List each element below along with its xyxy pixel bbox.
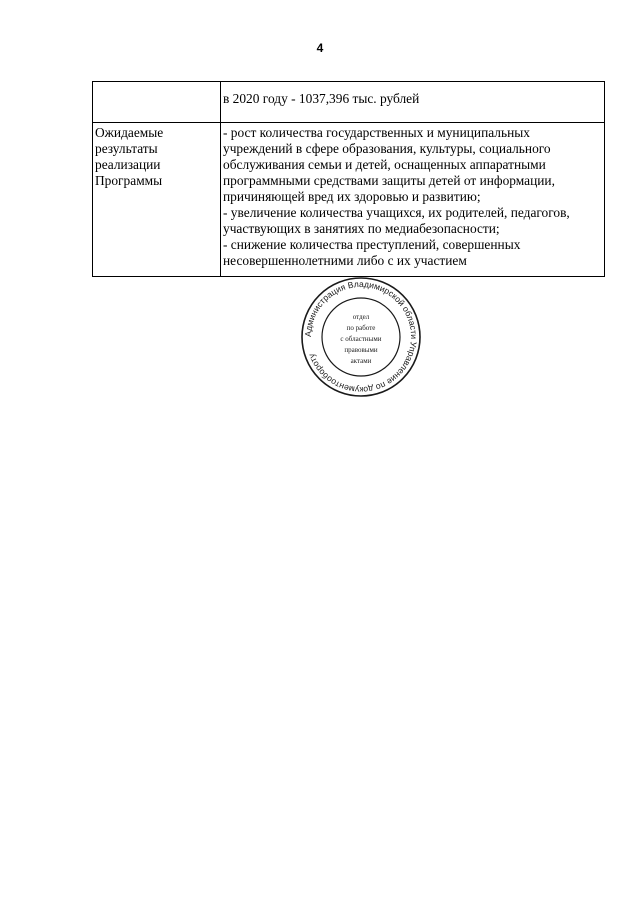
- expected-results-label-cell: [93, 123, 221, 277]
- label-line: результаты: [95, 141, 158, 156]
- result-item: - рост количества государственных и муниципальных учреждений в сфере образования, культуры, социального обслуживания семьи и детей, оснащенных аппаратными программными средствами защиты детей от информации, причиняющей вред их здоровью и развитию;: [223, 125, 555, 204]
- seal-center-line: с областными: [340, 335, 382, 343]
- page-number: 4: [316, 41, 324, 55]
- expected-results-value-cell: [221, 123, 605, 277]
- seal-center-line: актами: [350, 357, 372, 365]
- funding-label-cell: [93, 82, 221, 123]
- label-line: Ожидаемые: [95, 125, 164, 140]
- results-list: [223, 125, 602, 269]
- result-item: - увеличение количества учащихся, их родителей, педагогов, участвующих в занятиях по медиабезопасности;: [223, 205, 570, 236]
- result-item: - снижение количества преступлений, совершенных несовершеннолетними либо с их участием: [223, 237, 521, 268]
- official-seal-stamp: [300, 276, 422, 398]
- seal-center-text: [340, 313, 381, 365]
- seal-center-line: правовыми: [344, 346, 378, 354]
- seal-center-line: отдел: [352, 313, 370, 321]
- seal-center-line: по работе: [346, 324, 376, 332]
- seal-ring-textpath: Администрация Владимирской области Управление по документообороту: [302, 278, 420, 396]
- label-line: реализации: [95, 157, 161, 172]
- funding-row: [93, 82, 605, 123]
- funding-value-cell: в 2020 году - 1037,396 тыс. рублей: [221, 82, 605, 123]
- expected-results-row: [93, 123, 605, 277]
- label-line: Программы: [95, 173, 163, 188]
- program-table: [92, 81, 605, 277]
